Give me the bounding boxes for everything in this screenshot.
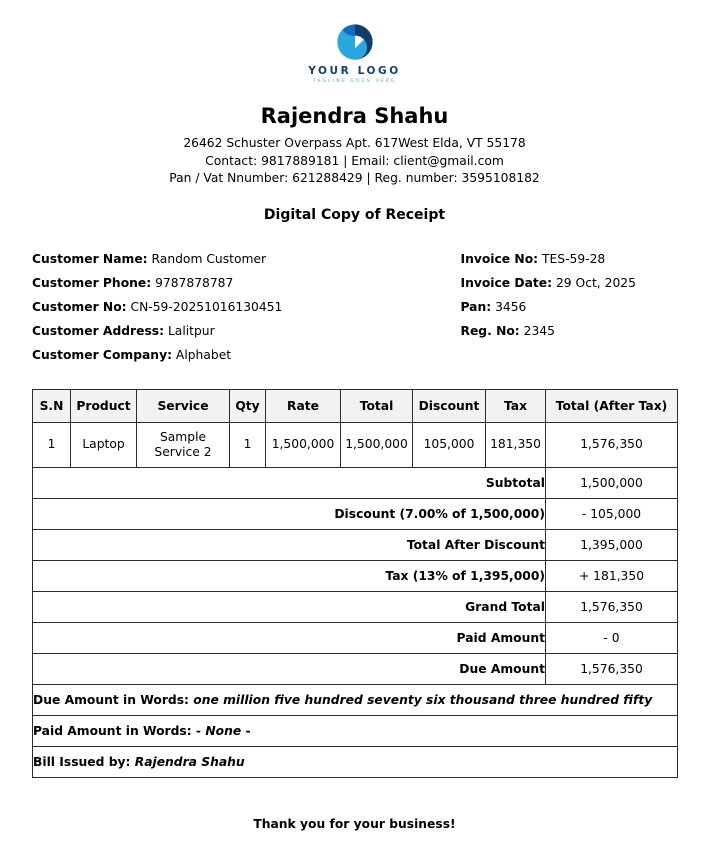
- summary-row-grand-total: [33, 591, 678, 622]
- field-value: Alphabet: [175, 347, 232, 362]
- field-label: Customer Phone:: [32, 275, 152, 290]
- summary-row-due-amount: [33, 653, 678, 684]
- summary-label: Tax (13% of 1,395,000): [33, 560, 546, 591]
- bill-issued-by: [33, 746, 678, 777]
- summary-row-paid-amount: [33, 622, 678, 653]
- summary-label: Due Amount: [33, 653, 546, 684]
- summary-row-total-after-discount: [33, 529, 678, 560]
- due-amount-in-words: [33, 684, 678, 715]
- column-header-discount: Discount: [413, 389, 486, 422]
- business-registration: Pan / Vat Nnumber: 621288429 | Reg. number: 3595108182: [169, 171, 540, 185]
- summary-label: Subtotal: [33, 467, 546, 498]
- summary-value: - 105,000: [546, 498, 678, 529]
- field-value: 9787878787: [155, 275, 234, 290]
- meta-section: [32, 247, 677, 367]
- summary-value: - 0: [546, 622, 678, 653]
- field-value: 2345: [523, 323, 555, 338]
- field-value: 3456: [495, 299, 527, 314]
- meta-row: [32, 247, 355, 271]
- due-amount-in-words-row: [33, 684, 678, 715]
- column-header-product: Product: [71, 389, 137, 422]
- thank-you-message: Thank you for your business!: [253, 817, 456, 831]
- business-details: [32, 135, 677, 188]
- customer-details: [32, 247, 355, 367]
- column-header-qty: Qty: [230, 389, 266, 422]
- field-label: Customer Address:: [32, 323, 165, 338]
- document-title: Digital Copy of Receipt: [263, 206, 446, 223]
- field-label: Invoice No:: [460, 251, 539, 266]
- invoice-table: [32, 389, 678, 778]
- cell-discount: 105,000: [413, 422, 486, 467]
- table-header-row: [33, 389, 678, 422]
- cell-total-after-tax: 1,576,350: [546, 422, 678, 467]
- summary-label: Total After Discount: [33, 529, 546, 560]
- meta-row: [461, 247, 678, 271]
- summary-label: Discount (7.00% of 1,500,000): [33, 498, 546, 529]
- field-label: Reg. No:: [460, 323, 520, 338]
- column-header-total: Total: [341, 389, 413, 422]
- field-label: Customer Name:: [32, 251, 148, 266]
- invoice-details: [355, 247, 678, 367]
- paid-amount-in-words: [33, 715, 678, 746]
- field-value: Random Customer: [151, 251, 267, 266]
- column-header-rate: Rate: [266, 389, 341, 422]
- paid-amount-in-words-row: [33, 715, 678, 746]
- logo-tagline: TAGLINE GOES HERE: [312, 79, 397, 84]
- field-value: CN-59-20251016130451: [130, 299, 283, 314]
- meta-row: [32, 343, 355, 367]
- words-suffix: -: [245, 723, 251, 738]
- column-header-sn: S.N: [33, 389, 71, 422]
- circular-swirl-logo-icon: [335, 22, 375, 62]
- cell-tax: 181,350: [486, 422, 546, 467]
- field-label: Customer Company:: [32, 347, 172, 362]
- cell-service: Sample Service 2: [137, 422, 230, 467]
- summary-row-discount: [33, 498, 678, 529]
- field-value: 29 Oct, 2025: [555, 275, 636, 290]
- summary-value: 1,576,350: [546, 653, 678, 684]
- column-header-service: Service: [137, 389, 230, 422]
- summary-row-tax: [33, 560, 678, 591]
- meta-row: [32, 295, 355, 319]
- summary-label: Paid Amount: [33, 622, 546, 653]
- words-label: Bill Issued by:: [33, 754, 131, 769]
- field-value: Lalitpur: [167, 323, 215, 338]
- field-label: Invoice Date:: [460, 275, 553, 290]
- business-name: Rajendra Shahu: [260, 104, 449, 128]
- meta-row: [461, 271, 678, 295]
- column-header-tax: Tax: [486, 389, 546, 422]
- words-value: None: [205, 723, 242, 738]
- words-label: Paid Amount in Words: -: [33, 723, 202, 738]
- summary-row-subtotal: [33, 467, 678, 498]
- field-label: Pan:: [460, 299, 492, 314]
- cell-rate: 1,500,000: [266, 422, 341, 467]
- summary-value: 1,395,000: [546, 529, 678, 560]
- cell-product: Laptop: [71, 422, 137, 467]
- summary-value: 1,500,000: [546, 467, 678, 498]
- column-header-total-after-tax: Total (After Tax): [546, 389, 678, 422]
- meta-row: [461, 295, 678, 319]
- cell-sn: 1: [33, 422, 71, 467]
- summary-value: 1,576,350: [546, 591, 678, 622]
- words-value: one million five hundred seventy six thousand three hundred fifty: [193, 692, 653, 707]
- words-label: Due Amount in Words:: [33, 692, 189, 707]
- meta-row: [461, 319, 678, 343]
- logo-block: [32, 0, 677, 86]
- business-address: 26462 Schuster Overpass Apt. 617West Elda, VT 55178: [183, 136, 526, 150]
- words-value: Rajendra Shahu: [134, 754, 245, 769]
- business-contact: Contact: 9817889181 | Email: client@gmail.com: [205, 153, 504, 168]
- cell-qty: 1: [230, 422, 266, 467]
- summary-value: + 181,350: [546, 560, 678, 591]
- meta-row: [32, 271, 355, 295]
- field-value: TES-59-28: [542, 251, 606, 266]
- meta-row: [32, 319, 355, 343]
- table-row: [33, 422, 678, 467]
- summary-label: Grand Total: [33, 591, 546, 622]
- field-label: Customer No:: [32, 299, 127, 314]
- cell-total: 1,500,000: [341, 422, 413, 467]
- invoice-table-head: [33, 389, 678, 422]
- logo-wordmark: YOUR LOGO: [308, 65, 401, 77]
- invoice-table-body: [33, 422, 678, 777]
- bill-issued-by-row: [33, 746, 678, 777]
